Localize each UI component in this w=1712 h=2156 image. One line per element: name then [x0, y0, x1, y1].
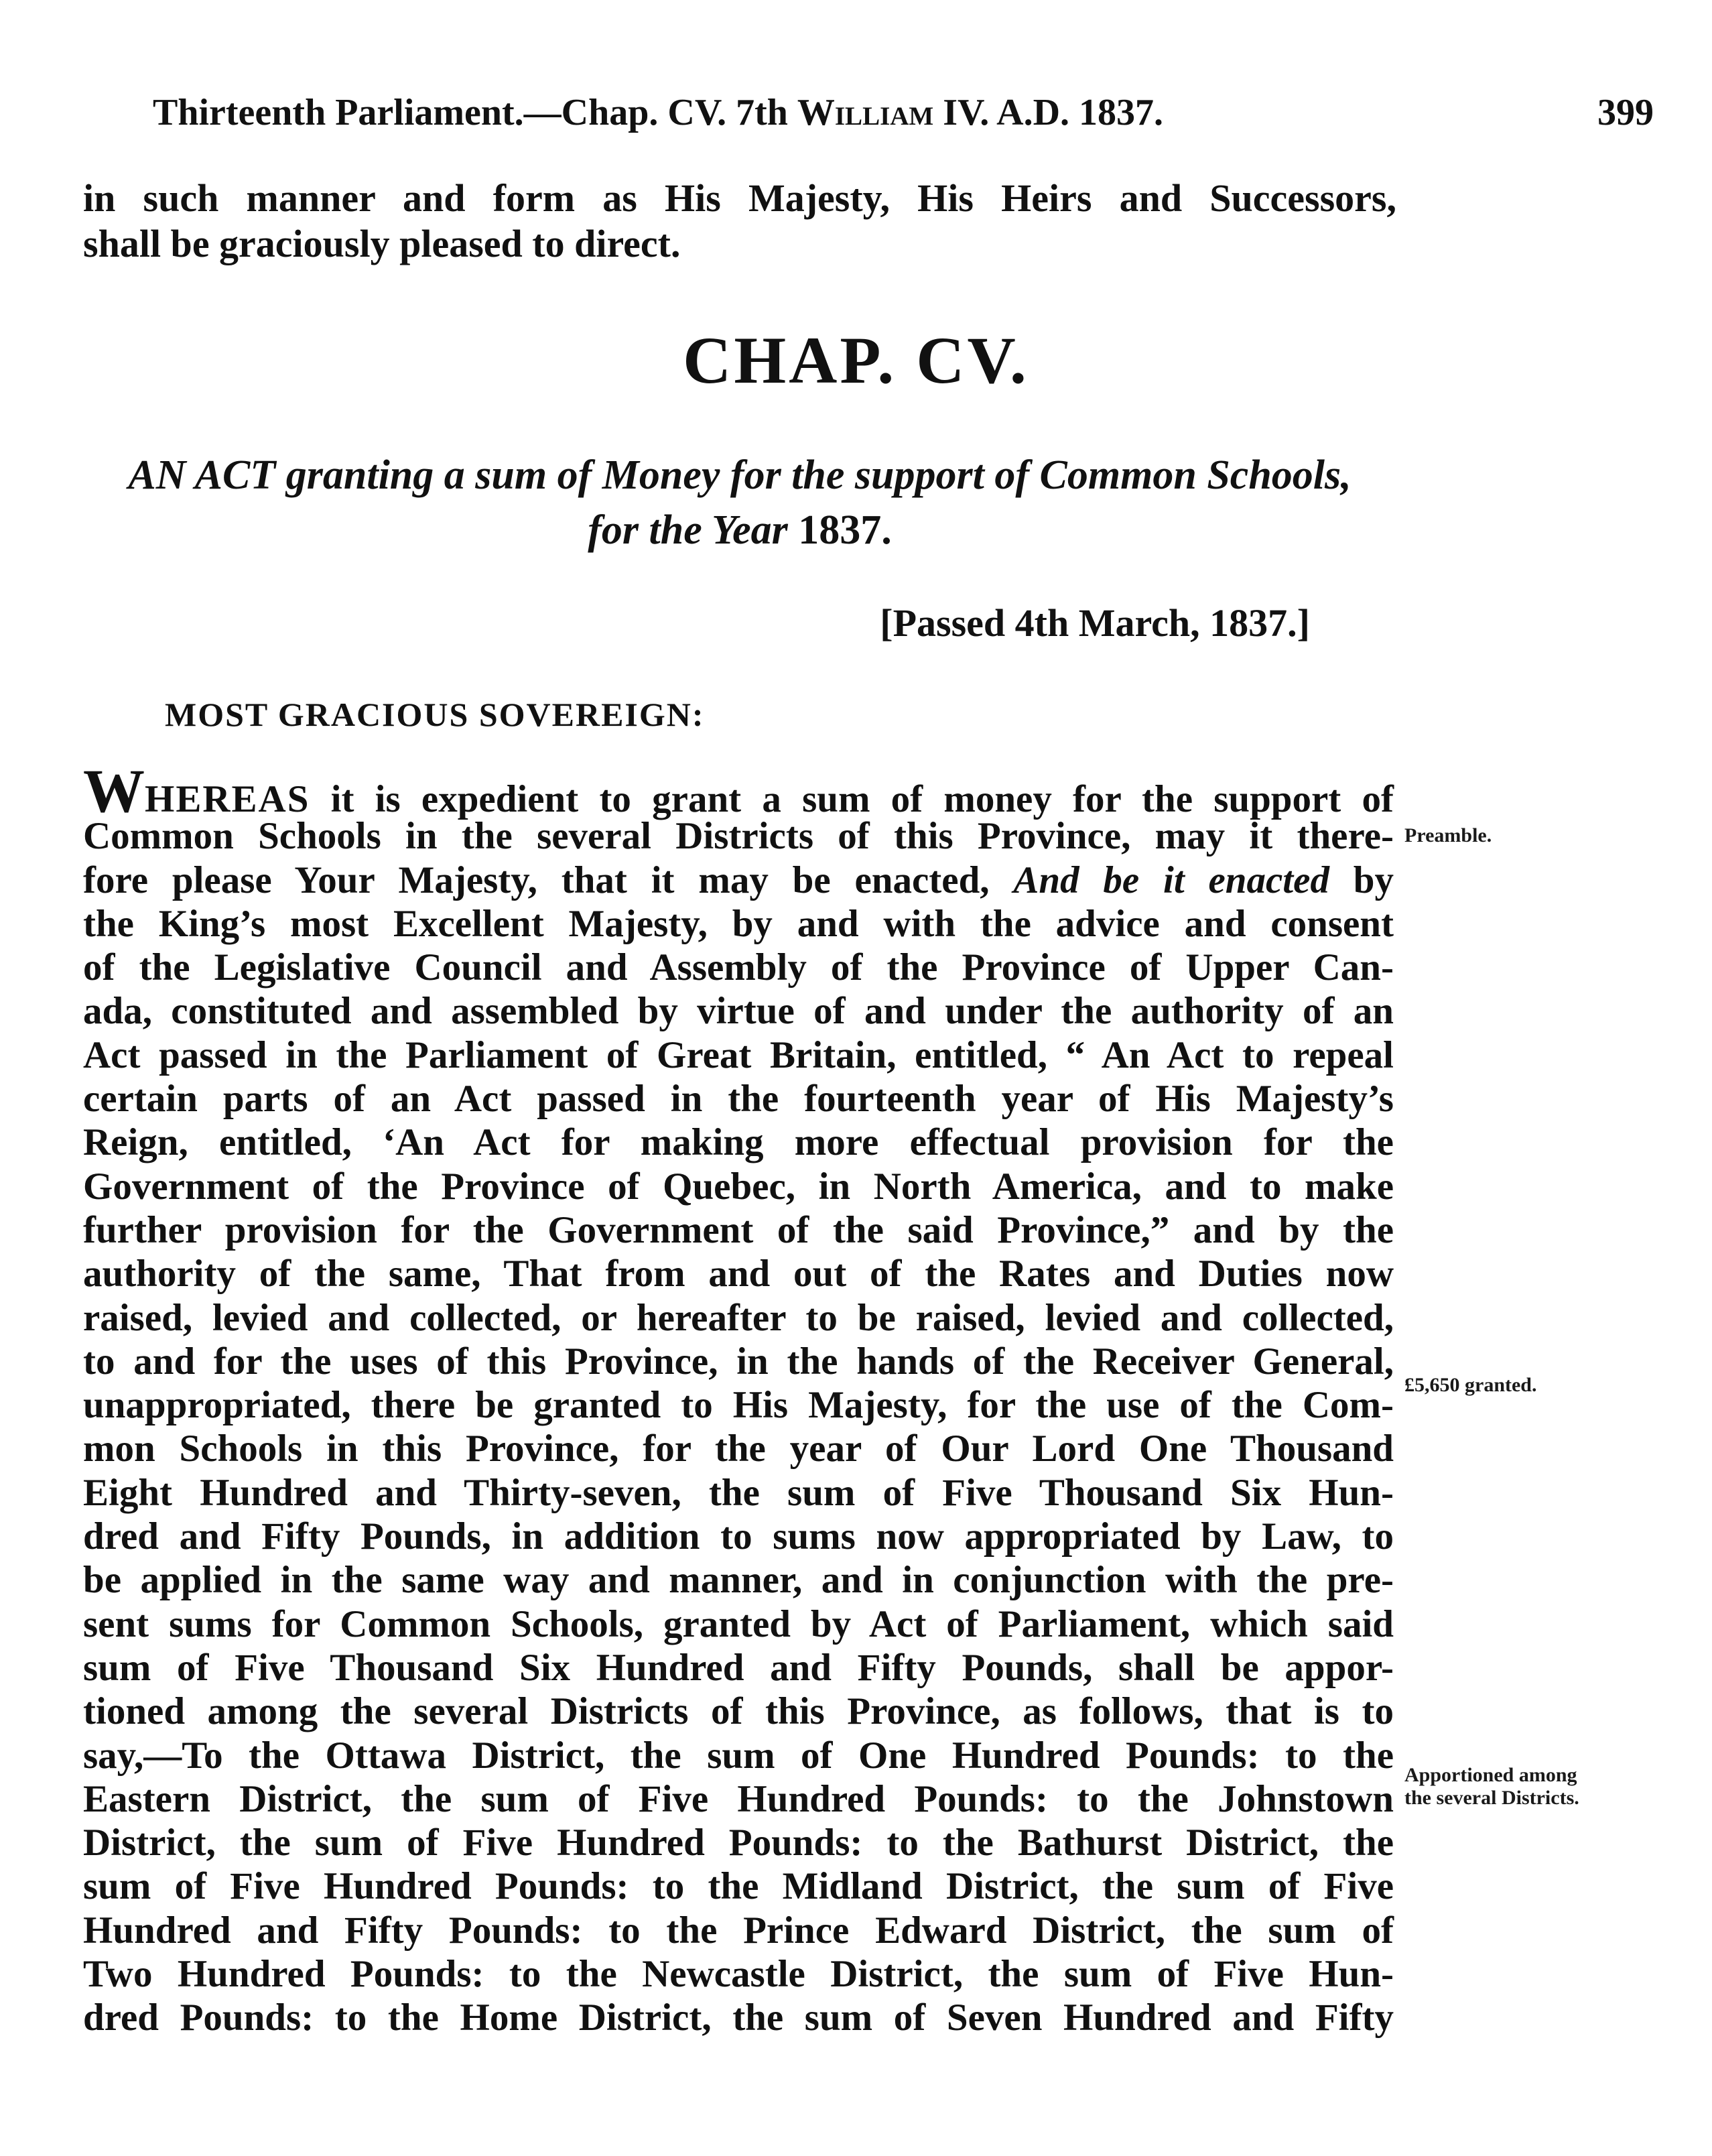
- margin-note-preamble: Preamble.: [1404, 824, 1492, 846]
- body-line: certain parts of an Act passed in the fourteenth year of His Majesty’s: [83, 1078, 1394, 1121]
- act-title-line: AN ACT granting a sum of Money for the support of Common Schools,: [128, 452, 1352, 498]
- body-line: Act passed in the Parliament of Great Britain, entitled, “ An Act to repeal: [83, 1033, 1394, 1076]
- body-line: Eastern District, the sum of Five Hundred Pounds: to the Johnstown: [83, 1777, 1394, 1820]
- body-line: authority of the same, That from and out of the Rates and Duties now: [83, 1253, 1394, 1295]
- body-line: Government of the Province of Quebec, in North America, and to make: [83, 1165, 1394, 1208]
- header-title-prefix: Thirteenth Parliament.—Chap. CV. 7th: [153, 92, 797, 133]
- passed-date: [Passed 4th March, 1837.]: [880, 601, 1310, 645]
- act-title: [83, 448, 1396, 558]
- body-line-post: by: [1329, 859, 1394, 901]
- body-line-pre: fore please Your Majesty, that it may be enacted,: [83, 859, 1014, 901]
- body-line: of the Legislative Council and Assembly of the Province of Upper Can-: [83, 946, 1394, 989]
- body-line: unappropriated, there be granted to His Majesty, for the use of the Com-: [83, 1384, 1394, 1427]
- drop-cap: W: [83, 757, 145, 825]
- body-line: further provision for the Government of the said Province,” and by the: [83, 1208, 1394, 1251]
- body-line: tioned among the several Districts of this Province, as follows, that is to: [83, 1690, 1394, 1733]
- header-title-name: William: [797, 92, 934, 133]
- continuation-text: [83, 176, 1396, 267]
- body-line: the King’s most Excellent Majesty, by and with the advice and consent: [83, 902, 1394, 945]
- running-header: [153, 86, 1654, 139]
- margin-note-granted: £5,650 granted.: [1404, 1374, 1537, 1396]
- margin-note-apportioned: [1404, 1764, 1579, 1810]
- salutation: MOST GRACIOUS SOVEREIGN:: [165, 696, 705, 733]
- enacting-clause: And be it enacted: [1013, 859, 1329, 901]
- margin-note-apportioned-line: Apportioned among: [1404, 1764, 1577, 1786]
- chapter-title: CHAP. CV.: [683, 323, 1029, 397]
- body-line: Hundred and Fifty Pounds: to the Prince Edward District, the sum of: [83, 1909, 1394, 1952]
- body-line: dred Pounds: to the Home District, the sum of Seven Hundred and Fifty: [83, 1996, 1394, 2039]
- body-line: Eight Hundred and Thirty-seven, the sum of Five Thousand Six Hun-: [83, 1471, 1394, 1514]
- header-title-suffix: IV. A.D. 1837.: [933, 92, 1164, 133]
- margin-note-apportioned-line: the several Districts.: [1404, 1787, 1579, 1809]
- act-title-year: 1837.: [798, 507, 892, 553]
- body-line: [83, 757, 1394, 825]
- body-line: Reign, entitled, ‘An Act for making more effectual provision for the: [83, 1121, 1394, 1164]
- body-line: Two Hundred Pounds: to the Newcastle District, the sum of Five Hun-: [83, 1953, 1394, 1996]
- body-line: say,—To the Ottawa District, the sum of One Hundred Pounds: to the: [83, 1734, 1394, 1777]
- body-line: to and for the uses of this Province, in the hands of the Receiver General,: [83, 1340, 1394, 1383]
- body-line: sum of Five Hundred Pounds: to the Midland District, the sum of Five: [83, 1865, 1394, 1908]
- body-line: mon Schools in this Province, for the year of Our Lord One Thousand: [83, 1428, 1394, 1470]
- running-header-title: [153, 86, 1163, 139]
- body-line: ada, constituted and assembled by virtue of and under the authority of an: [83, 990, 1394, 1033]
- body-line: [83, 859, 1394, 902]
- body-line: be applied in the same way and manner, and in conjunction with the pre-: [83, 1559, 1394, 1602]
- act-title-year-label: for the Year: [588, 507, 788, 553]
- body-line: dred and Fifty Pounds, in addition to sums now appropriated by Law, to: [83, 1515, 1394, 1558]
- first-word-rest: HEREAS: [145, 778, 310, 820]
- first-line-rest: it is expedient to grant a sum of money for the support of: [310, 778, 1394, 820]
- continuation-line: shall be graciously pleased to direct.: [83, 222, 681, 265]
- continuation-line: in such manner and form as His Majesty, His Heirs and Successors,: [83, 176, 1396, 220]
- body-line: raised, levied and collected, or hereafter to be raised, levied and collected,: [83, 1296, 1394, 1339]
- page-number: 399: [1597, 92, 1654, 133]
- act-title-line: [83, 503, 1396, 558]
- body-line: District, the sum of Five Hundred Pounds: to the Bathurst District, the: [83, 1822, 1394, 1864]
- body-line: Common Schools in the several Districts of this Province, may it there-: [83, 815, 1394, 858]
- body-line: sent sums for Common Schools, granted by Act of Parliament, which said: [83, 1602, 1394, 1645]
- act-body: [83, 757, 1394, 2040]
- body-line: sum of Five Thousand Six Hundred and Fifty Pounds, shall be appor-: [83, 1646, 1394, 1689]
